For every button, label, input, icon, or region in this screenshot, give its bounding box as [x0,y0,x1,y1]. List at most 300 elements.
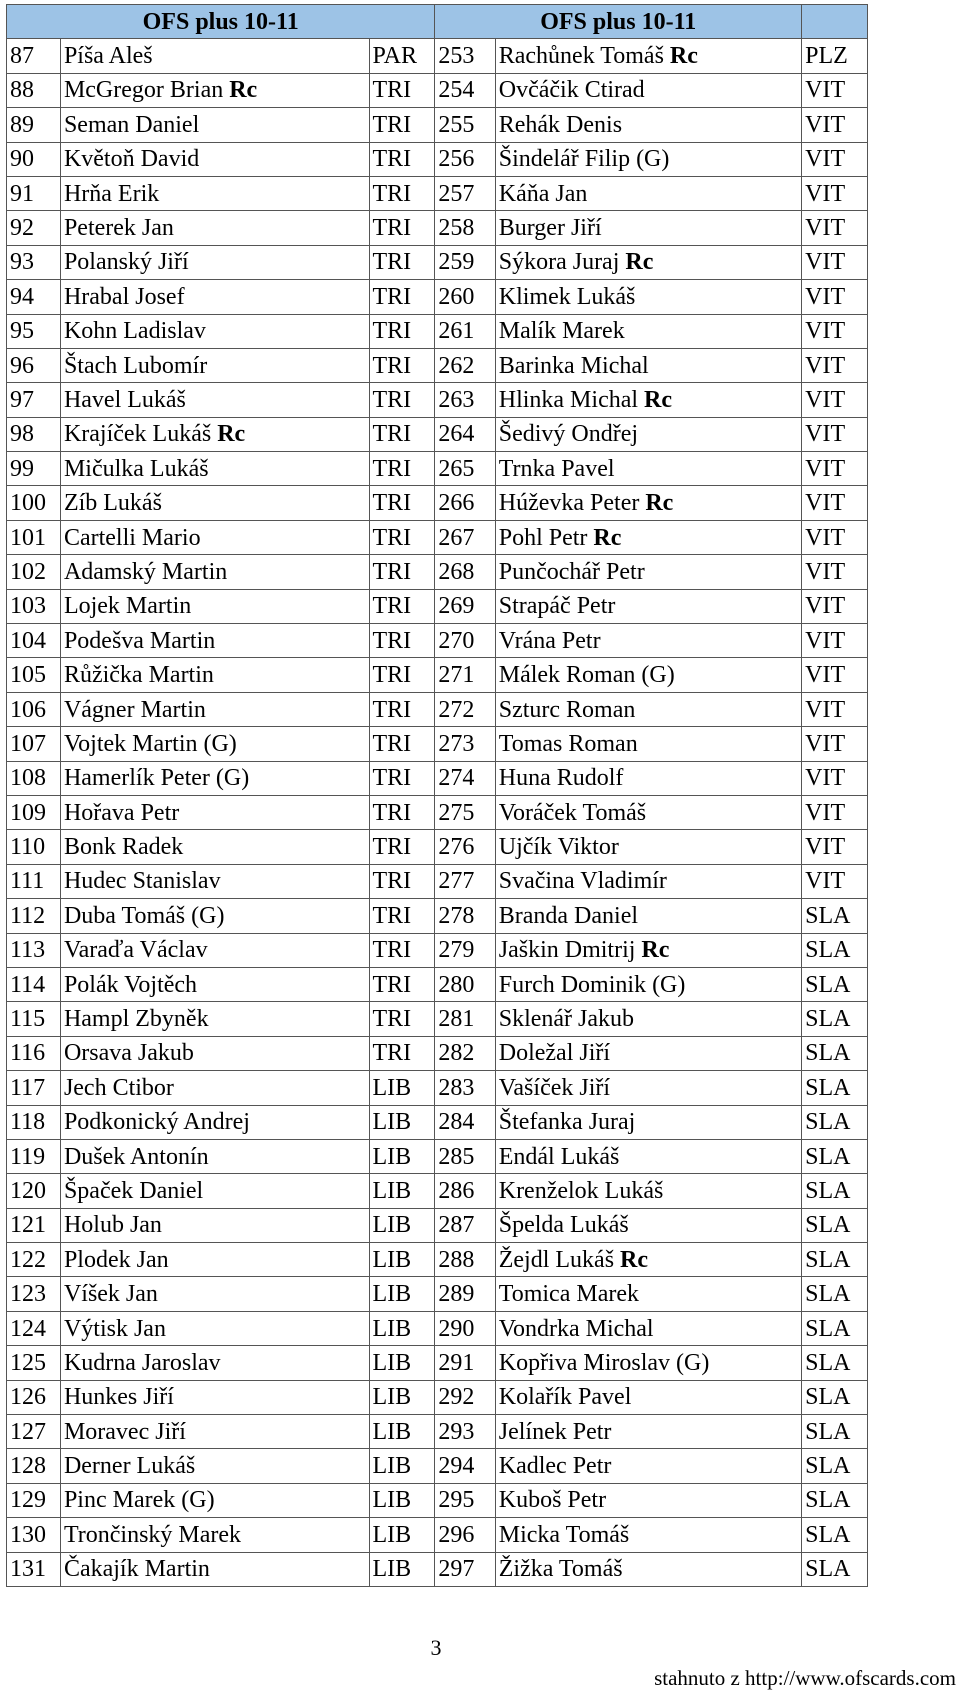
team-code: SLA [802,1380,868,1414]
team-code: SLA [802,1036,868,1070]
team-code: VIT [802,486,868,520]
team-code: LIB [369,1208,435,1242]
card-number: 114 [7,967,61,1001]
player-name: Kudrna Jaroslav [60,1346,369,1380]
table-row [7,1139,868,1173]
card-number: 265 [435,452,495,486]
player-name: Žejdl Lukáš Rc [495,1243,801,1277]
player-name: Krenželok Lukáš [495,1174,801,1208]
table-row [7,1071,868,1105]
table-row [7,967,868,1001]
card-number: 96 [7,348,61,382]
table-row [7,245,868,279]
player-name: Mičulka Lukáš [60,452,369,486]
player-name: Barinka Michal [495,348,801,382]
team-code: SLA [802,1552,868,1586]
card-number: 290 [435,1311,495,1345]
card-number: 90 [7,142,61,176]
player-name: Výtisk Jan [60,1311,369,1345]
card-number: 115 [7,1002,61,1036]
team-code: LIB [369,1311,435,1345]
card-number: 264 [435,417,495,451]
card-number: 292 [435,1380,495,1414]
team-code: SLA [802,1243,868,1277]
player-name: Duba Tomáš (G) [60,899,369,933]
player-name: Pohl Petr Rc [495,520,801,554]
card-number: 281 [435,1002,495,1036]
player-name: Moravec Jiří [60,1415,369,1449]
team-code: VIT [802,555,868,589]
player-name: Kuboš Petr [495,1483,801,1517]
team-code: VIT [802,795,868,829]
card-number: 100 [7,486,61,520]
player-name: Endál Lukáš [495,1139,801,1173]
team-code: TRI [369,727,435,761]
card-number: 93 [7,245,61,279]
table-row [7,1483,868,1517]
team-code: TRI [369,383,435,417]
table-row [7,1002,868,1036]
card-number: 271 [435,658,495,692]
card-number: 107 [7,727,61,761]
player-name: Orsava Jakub [60,1036,369,1070]
team-code: LIB [369,1071,435,1105]
player-name: Jaškin Dmitrij Rc [495,933,801,967]
team-code: VIT [802,314,868,348]
player-name: Kolařík Pavel [495,1380,801,1414]
card-number: 275 [435,795,495,829]
card-number: 269 [435,589,495,623]
table-row [7,1311,868,1345]
card-number: 131 [7,1552,61,1586]
card-number: 279 [435,933,495,967]
team-code: TRI [369,933,435,967]
player-name: Húževka Peter Rc [495,486,801,520]
card-number: 121 [7,1208,61,1242]
team-code: TRI [369,108,435,142]
card-number: 297 [435,1552,495,1586]
team-code: TRI [369,658,435,692]
card-number: 260 [435,280,495,314]
page-number: 3 [430,1635,442,1660]
team-code: SLA [802,1311,868,1345]
card-number: 128 [7,1449,61,1483]
team-code: VIT [802,727,868,761]
player-name: Voráček Tomáš [495,795,801,829]
player-name: Růžička Martin [60,658,369,692]
team-code: VIT [802,761,868,795]
team-code: SLA [802,1208,868,1242]
card-number: 253 [435,39,495,73]
team-code: VIT [802,624,868,658]
table-row [7,1415,868,1449]
player-name: Květoň David [60,142,369,176]
team-code: TRI [369,761,435,795]
table-row [7,314,868,348]
team-code: TRI [369,314,435,348]
card-number: 124 [7,1311,61,1345]
team-code: LIB [369,1174,435,1208]
team-code: VIT [802,383,868,417]
team-code: SLA [802,1518,868,1552]
table-row [7,727,868,761]
card-number: 295 [435,1483,495,1517]
player-name: Havel Lukáš [60,383,369,417]
checklist-table [6,4,868,1587]
team-code: TRI [369,280,435,314]
player-name: Vašíček Jiří [495,1071,801,1105]
card-number: 286 [435,1174,495,1208]
team-code: TRI [369,348,435,382]
team-code: SLA [802,1415,868,1449]
team-code: SLA [802,933,868,967]
team-code: LIB [369,1277,435,1311]
team-code: TRI [369,1036,435,1070]
player-name: Kohn Ladislav [60,314,369,348]
team-code: TRI [369,967,435,1001]
player-name: Vojtek Martin (G) [60,727,369,761]
team-code: VIT [802,245,868,279]
card-number: 273 [435,727,495,761]
player-name: Šedivý Ondřej [495,417,801,451]
player-name: Jech Ctibor [60,1071,369,1105]
team-code: TRI [369,73,435,107]
team-code: SLA [802,1105,868,1139]
player-name: Tomica Marek [495,1277,801,1311]
team-code: VIT [802,73,868,107]
table-row [7,1518,868,1552]
team-code: VIT [802,211,868,245]
card-number: 92 [7,211,61,245]
header-empty-cell [802,5,868,39]
table-row [7,1380,868,1414]
card-number: 296 [435,1518,495,1552]
card-number: 283 [435,1071,495,1105]
player-name: Hunkes Jiří [60,1380,369,1414]
player-name: Doležal Jiří [495,1036,801,1070]
team-code: PLZ [802,39,868,73]
player-name: Hampl Zbyněk [60,1002,369,1036]
player-name: Zíb Lukáš [60,486,369,520]
card-number: 126 [7,1380,61,1414]
card-number: 294 [435,1449,495,1483]
team-code: LIB [369,1518,435,1552]
team-code: SLA [802,967,868,1001]
player-name: Seman Daniel [60,108,369,142]
card-number: 105 [7,658,61,692]
player-name: Trnka Pavel [495,452,801,486]
player-name: Punčochář Petr [495,555,801,589]
footer-source: stahnuto z http://www.ofscards.com [654,1666,956,1690]
table-row [7,830,868,864]
team-code: LIB [369,1139,435,1173]
table-row [7,1208,868,1242]
team-code: VIT [802,692,868,726]
player-name: Štach Lubomír [60,348,369,382]
team-code: VIT [802,108,868,142]
rookie-card-badge: Rc [229,77,258,104]
table-row [7,142,868,176]
table-row [7,864,868,898]
table-row [7,108,868,142]
player-name: Burger Jiří [495,211,801,245]
card-number: 111 [7,864,61,898]
card-number: 289 [435,1277,495,1311]
player-name: Varaďa Václav [60,933,369,967]
team-code: SLA [802,1449,868,1483]
team-code: TRI [369,486,435,520]
player-name: Hamerlík Peter (G) [60,761,369,795]
player-name: Kadlec Petr [495,1449,801,1483]
card-number: 261 [435,314,495,348]
card-number: 88 [7,73,61,107]
card-number: 254 [435,73,495,107]
team-code: SLA [802,1277,868,1311]
table-row [7,383,868,417]
team-code: TRI [369,520,435,554]
team-code: SLA [802,1483,868,1517]
rookie-card-badge: Rc [669,43,698,70]
table-row [7,176,868,210]
table-row [7,761,868,795]
team-code: SLA [802,1002,868,1036]
player-name: Sýkora Juraj Rc [495,245,801,279]
player-name: Strapáč Petr [495,589,801,623]
player-name: Kopřiva Miroslav (G) [495,1346,801,1380]
player-name: Klimek Lukáš [495,280,801,314]
table-row [7,417,868,451]
team-code: VIT [802,417,868,451]
player-name: McGregor Brian Rc [60,73,369,107]
player-name: Vágner Martin [60,692,369,726]
card-number: 97 [7,383,61,417]
card-number: 117 [7,1071,61,1105]
table-row [7,933,868,967]
player-name: Huna Rudolf [495,761,801,795]
team-code: VIT [802,452,868,486]
card-number: 282 [435,1036,495,1070]
team-code: PAR [369,39,435,73]
rookie-card-badge: Rc [620,1246,649,1273]
table-row [7,1277,868,1311]
player-name: Micka Tomáš [495,1518,801,1552]
team-code: SLA [802,1071,868,1105]
card-number: 122 [7,1243,61,1277]
card-number: 267 [435,520,495,554]
player-name: Píša Aleš [60,39,369,73]
table-row [7,211,868,245]
card-number: 256 [435,142,495,176]
card-number: 106 [7,692,61,726]
player-name: Vrána Petr [495,624,801,658]
player-name: Furch Dominik (G) [495,967,801,1001]
table-row [7,692,868,726]
player-name: Rachůnek Tomáš Rc [495,39,801,73]
player-name: Cartelli Mario [60,520,369,554]
table-row [7,39,868,73]
player-name: Čakajík Martin [60,1552,369,1586]
team-code: TRI [369,1002,435,1036]
card-number: 98 [7,417,61,451]
team-code: TRI [369,624,435,658]
card-number: 102 [7,555,61,589]
team-code: SLA [802,899,868,933]
card-number: 91 [7,176,61,210]
player-name: Krajíček Lukáš Rc [60,417,369,451]
player-name: Podkonický Andrej [60,1105,369,1139]
player-name: Hořava Petr [60,795,369,829]
team-code: TRI [369,417,435,451]
card-number: 125 [7,1346,61,1380]
player-name: Lojek Martin [60,589,369,623]
card-number: 280 [435,967,495,1001]
team-code: TRI [369,211,435,245]
rookie-card-badge: Rc [625,249,654,276]
player-name: Dušek Antonín [60,1139,369,1173]
player-name: Plodek Jan [60,1243,369,1277]
card-number: 288 [435,1243,495,1277]
card-number: 116 [7,1036,61,1070]
table-row [7,1105,868,1139]
table-row [7,1552,868,1586]
table-row [7,1036,868,1070]
card-number: 278 [435,899,495,933]
player-name: Podešva Martin [60,624,369,658]
card-number: 258 [435,211,495,245]
player-name: Hrabal Josef [60,280,369,314]
card-number: 118 [7,1105,61,1139]
team-code: SLA [802,1174,868,1208]
table-row [7,658,868,692]
player-name: Holub Jan [60,1208,369,1242]
card-number: 263 [435,383,495,417]
card-number: 104 [7,624,61,658]
team-code: VIT [802,589,868,623]
rookie-card-badge: Rc [641,937,670,964]
team-code: VIT [802,658,868,692]
table-row [7,520,868,554]
player-name: Svačina Vladimír [495,864,801,898]
card-number: 291 [435,1346,495,1380]
card-number: 103 [7,589,61,623]
player-name: Špaček Daniel [60,1174,369,1208]
card-number: 270 [435,624,495,658]
player-name: Hrňa Erik [60,176,369,210]
team-code: TRI [369,555,435,589]
team-code: TRI [369,589,435,623]
table-row [7,1449,868,1483]
left-column-title: OFS plus 10-11 [7,5,435,39]
rookie-card-badge: Rc [644,386,673,413]
team-code: LIB [369,1346,435,1380]
team-code: LIB [369,1105,435,1139]
table-row [7,452,868,486]
team-code: TRI [369,830,435,864]
player-name: Málek Roman (G) [495,658,801,692]
card-number: 266 [435,486,495,520]
table-row [7,1243,868,1277]
table-row [7,348,868,382]
card-number: 284 [435,1105,495,1139]
team-code: VIT [802,830,868,864]
team-code: LIB [369,1449,435,1483]
table-row [7,280,868,314]
player-name: Hudec Stanislav [60,864,369,898]
card-number: 287 [435,1208,495,1242]
card-number: 99 [7,452,61,486]
team-code: LIB [369,1483,435,1517]
player-name: Peterek Jan [60,211,369,245]
table-row [7,1174,868,1208]
card-number: 259 [435,245,495,279]
team-code: TRI [369,692,435,726]
player-name: Tomas Roman [495,727,801,761]
card-number: 255 [435,108,495,142]
card-number: 268 [435,555,495,589]
team-code: TRI [369,795,435,829]
player-name: Hlinka Michal Rc [495,383,801,417]
team-code: TRI [369,899,435,933]
table-row [7,589,868,623]
card-number: 120 [7,1174,61,1208]
card-number: 272 [435,692,495,726]
table-row [7,555,868,589]
table-row [7,795,868,829]
header-row [7,5,868,39]
team-code: VIT [802,864,868,898]
card-number: 129 [7,1483,61,1517]
team-code: LIB [369,1243,435,1277]
player-name: Jelínek Petr [495,1415,801,1449]
player-name: Polanský Jiří [60,245,369,279]
card-number: 277 [435,864,495,898]
player-name: Špelda Lukáš [495,1208,801,1242]
team-code: TRI [369,452,435,486]
rookie-card-badge: Rc [217,421,246,448]
player-name: Ovčáčik Ctirad [495,73,801,107]
rookie-card-badge: Rc [645,490,674,517]
card-number: 87 [7,39,61,73]
player-name: Štefanka Juraj [495,1105,801,1139]
card-number: 113 [7,933,61,967]
player-name: Káňa Jan [495,176,801,210]
player-name: Szturc Roman [495,692,801,726]
card-number: 110 [7,830,61,864]
team-code: SLA [802,1139,868,1173]
player-name: Bonk Radek [60,830,369,864]
player-name: Branda Daniel [495,899,801,933]
player-name: Derner Lukáš [60,1449,369,1483]
card-number: 101 [7,520,61,554]
card-number: 89 [7,108,61,142]
card-number: 293 [435,1415,495,1449]
player-name: Polák Vojtěch [60,967,369,1001]
rookie-card-badge: Rc [593,524,622,551]
card-number: 112 [7,899,61,933]
team-code: VIT [802,176,868,210]
table-row [7,486,868,520]
player-name: Sklenář Jakub [495,1002,801,1036]
player-name: Šindelář Filip (G) [495,142,801,176]
card-number: 276 [435,830,495,864]
card-number: 274 [435,761,495,795]
team-code: LIB [369,1552,435,1586]
team-code: VIT [802,280,868,314]
team-code: VIT [802,520,868,554]
team-code: TRI [369,176,435,210]
player-name: Víšek Jan [60,1277,369,1311]
table-row [7,899,868,933]
